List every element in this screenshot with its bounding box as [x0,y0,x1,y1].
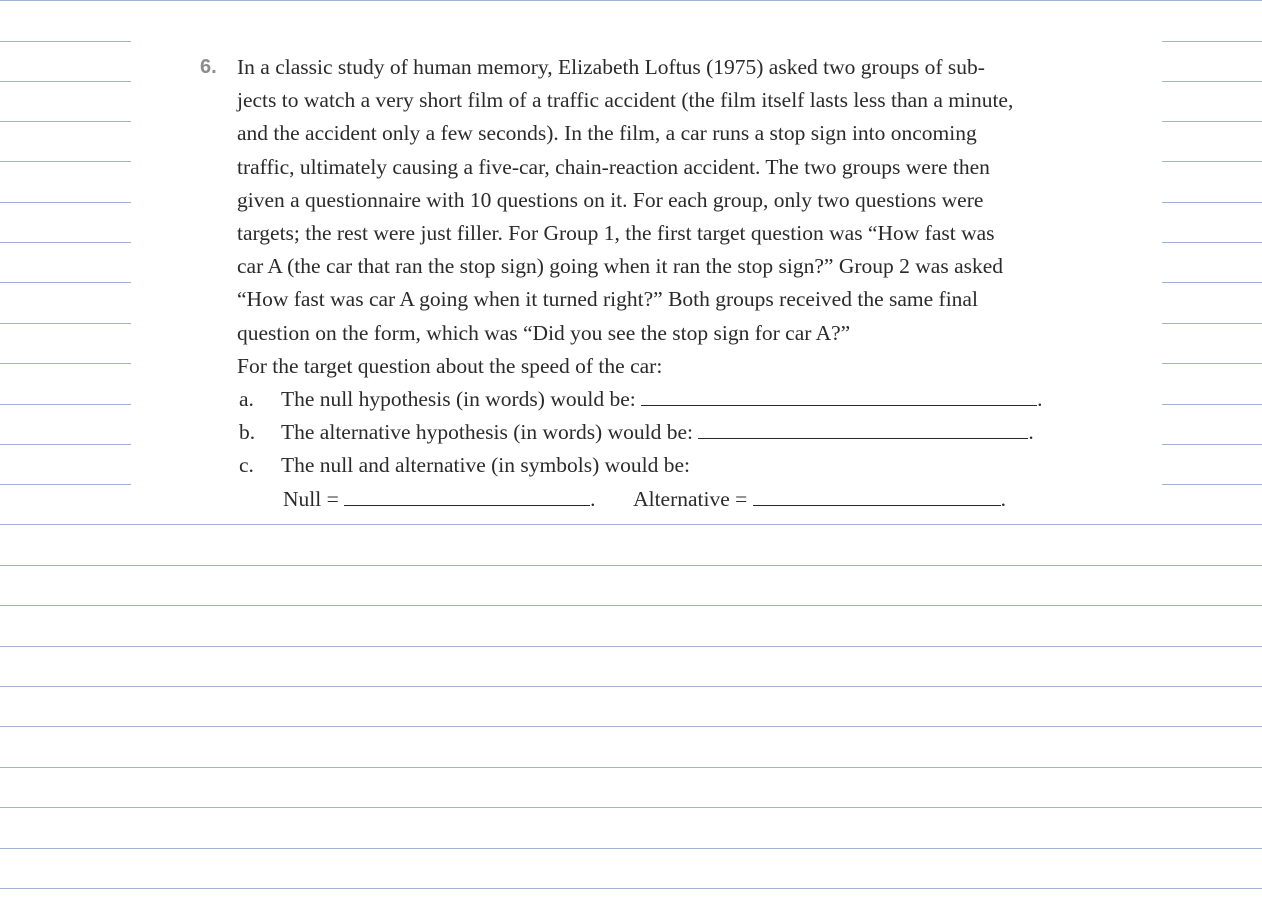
item-text: The alternative hypothesis (in words) would be: [281,420,693,445]
rule-line [0,848,1262,849]
rule-line [1162,121,1262,122]
rule-line [1162,161,1262,162]
rule-line [0,888,1262,889]
rule-line [0,646,1262,647]
lead-in-text: For the target question about the speed of the car: [237,353,663,378]
null-period: . [590,486,596,511]
rule-line [0,807,1262,808]
rule-line [1162,41,1262,42]
rule-line [1162,404,1262,405]
rule-line [1162,282,1262,283]
rule-line [0,161,131,162]
symbols-line [237,483,1125,516]
rule-line [1162,81,1262,82]
item-period: . [1028,420,1034,445]
rule-line [1162,444,1262,445]
rule-line [0,0,1262,1]
null-symbol-blank[interactable] [344,485,590,506]
item-b [237,416,1125,449]
item-a [237,383,1125,416]
item-period: . [1037,387,1043,412]
rule-line [0,726,1262,727]
alternative-symbol-blank[interactable] [753,485,1001,506]
rule-line [0,282,131,283]
rule-line [0,524,1262,525]
paragraph-line: jects to watch a very short film of a traffic accident (the film itself lasts less than a minute, [237,88,1014,113]
rule-line [0,444,131,445]
item-text: The null and alternative (in symbols) would be: [281,453,691,478]
rule-line [0,202,131,203]
paragraph-line: given a questionnaire with 10 questions on it. For each group, only two questions were [237,187,984,212]
paragraph-line: traffic, ultimately causing a five-car, chain-reaction accident. The two groups were then [237,154,990,179]
alternative-label: Alternative = [633,486,748,511]
rule-line [0,565,1262,566]
rule-line [1162,242,1262,243]
rule-line [1162,484,1262,485]
rule-line [1162,323,1262,324]
item-text: The null hypothesis (in words) would be: [281,387,636,412]
question-block [190,51,1125,516]
alternative-period: . [1000,486,1007,511]
rule-line [0,323,131,324]
rule-line [0,242,131,243]
rule-line [1162,363,1262,364]
null-label: Null = [283,486,339,511]
question-number: 6. [200,56,217,78]
item-letter: b. [239,420,256,445]
answer-blank-a[interactable] [641,385,1037,406]
rule-line [0,404,131,405]
item-c [237,449,1125,482]
answer-blank-b[interactable] [698,418,1028,439]
paragraph-line: In a classic study of human memory, Elizabeth Loftus (1975) asked two groups of sub- [237,55,985,79]
paragraph-line: “How fast was car A going when it turned right?” Both groups received the same final [237,287,978,312]
rule-line [0,767,1262,768]
rule-line [0,41,131,42]
rule-line [0,605,1262,606]
question-body [237,51,1125,516]
rule-line [0,81,131,82]
item-letter: c. [239,453,254,478]
paragraph-line: car A (the car that ran the stop sign) going when it ran the stop sign?” Group 2 was asked [237,254,1004,279]
item-letter: a. [239,387,254,412]
rule-line [0,686,1262,687]
rule-line [0,363,131,364]
rule-line [1162,202,1262,203]
paragraph-line: and the accident only a few seconds). In the film, a car runs a stop sign into oncoming [237,121,977,146]
paragraph-line: question on the form, which was “Did you see the stop sign for car A?” [237,320,851,345]
paragraph-line: targets; the rest were just filler. For Group 1, the first target question was “How fast was [237,221,995,246]
rule-line [0,484,131,485]
rule-line [0,121,131,122]
